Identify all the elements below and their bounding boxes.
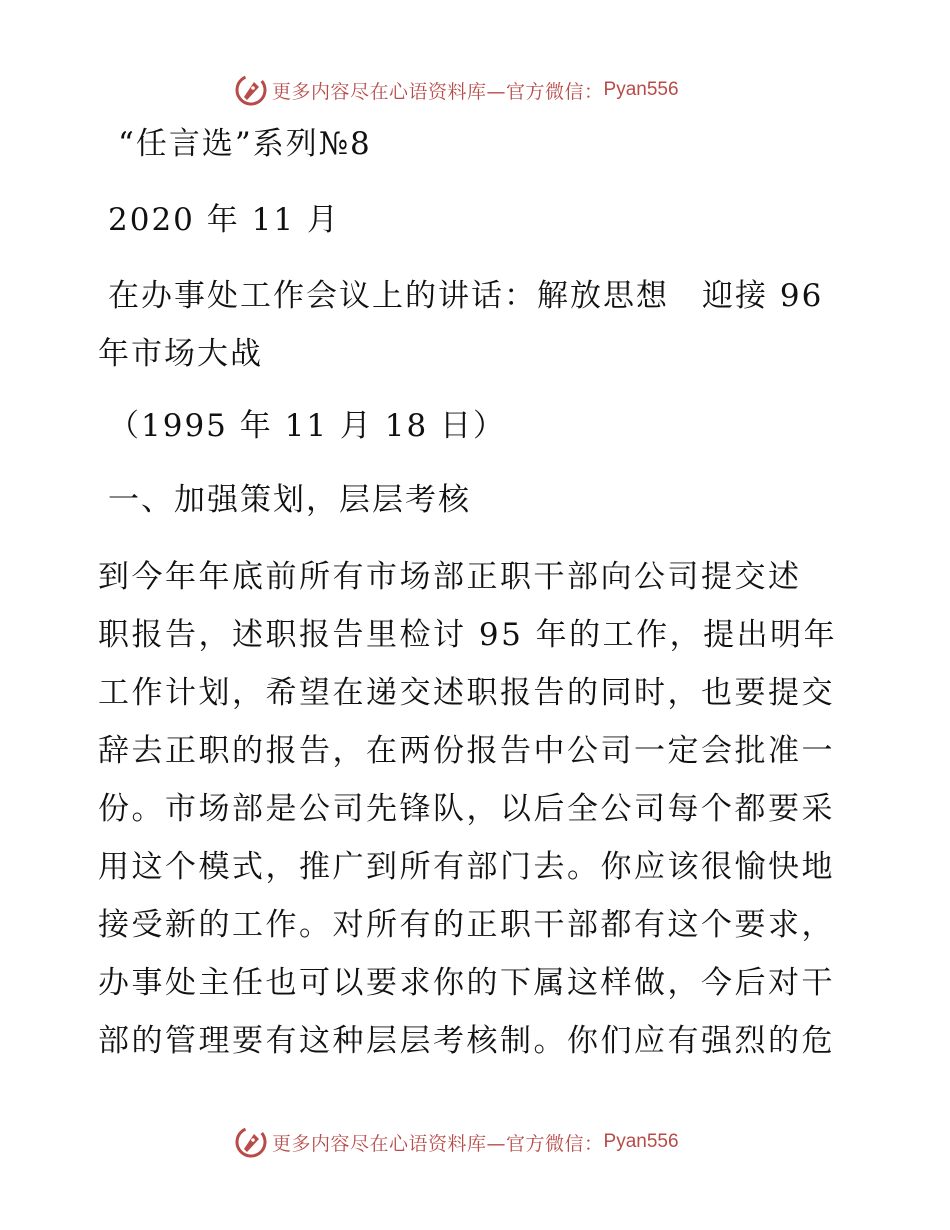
footer-watermark xyxy=(234,1124,679,1160)
body-line: 部的管理要有这种层层考核制。你们应有强烈的危 xyxy=(98,1023,835,1059)
body-line: 办事处主任也可以要求你的下属这样做，今后对干 xyxy=(98,965,835,1001)
body-line: 用这个模式，推广到所有部门去。你应该很愉快地 xyxy=(98,849,835,885)
body-line: 辞去正职的报告，在两份报告中公司一定会批准一 xyxy=(98,733,835,769)
section-heading: 一、加强策划，层层考核 xyxy=(108,482,471,518)
body-line: 份。市场部是公司先锋队，以后全公司每个都要采 xyxy=(98,791,835,827)
speech-title-line-1: 在办事处工作会议上的讲话：解放思想 迎接 96 xyxy=(108,278,824,314)
speech-title-line-2: 年市场大战 xyxy=(98,336,263,372)
body-line: 接受新的工作。对所有的正职干部都有这个要求， xyxy=(98,907,835,943)
series-label: “任言选”系列№8 xyxy=(118,126,372,162)
watermark-text: 更多内容尽在心语资料库—官方微信： xyxy=(272,1132,604,1155)
watermark-wechat-id: Pyan556 xyxy=(603,1131,679,1152)
pen-nib-logo-icon xyxy=(234,73,268,107)
watermark-text: 更多内容尽在心语资料库—官方微信： xyxy=(272,80,604,103)
body-paragraph xyxy=(98,548,858,1070)
watermark-wechat-id: Pyan556 xyxy=(603,79,679,100)
document-date: 2020 年 11 月 xyxy=(108,202,340,238)
header-watermark xyxy=(234,72,679,108)
speech-date: （1995 年 11 月 18 日） xyxy=(108,408,507,444)
pen-nib-logo-icon xyxy=(234,1125,268,1159)
body-line: 工作计划，希望在递交述职报告的同时，也要提交 xyxy=(98,675,835,711)
body-line: 职报告，述职报告里检讨 95 年的工作，提出明年 xyxy=(98,617,838,653)
body-line: 到今年年底前所有市场部正职干部向公司提交述 xyxy=(98,559,802,595)
